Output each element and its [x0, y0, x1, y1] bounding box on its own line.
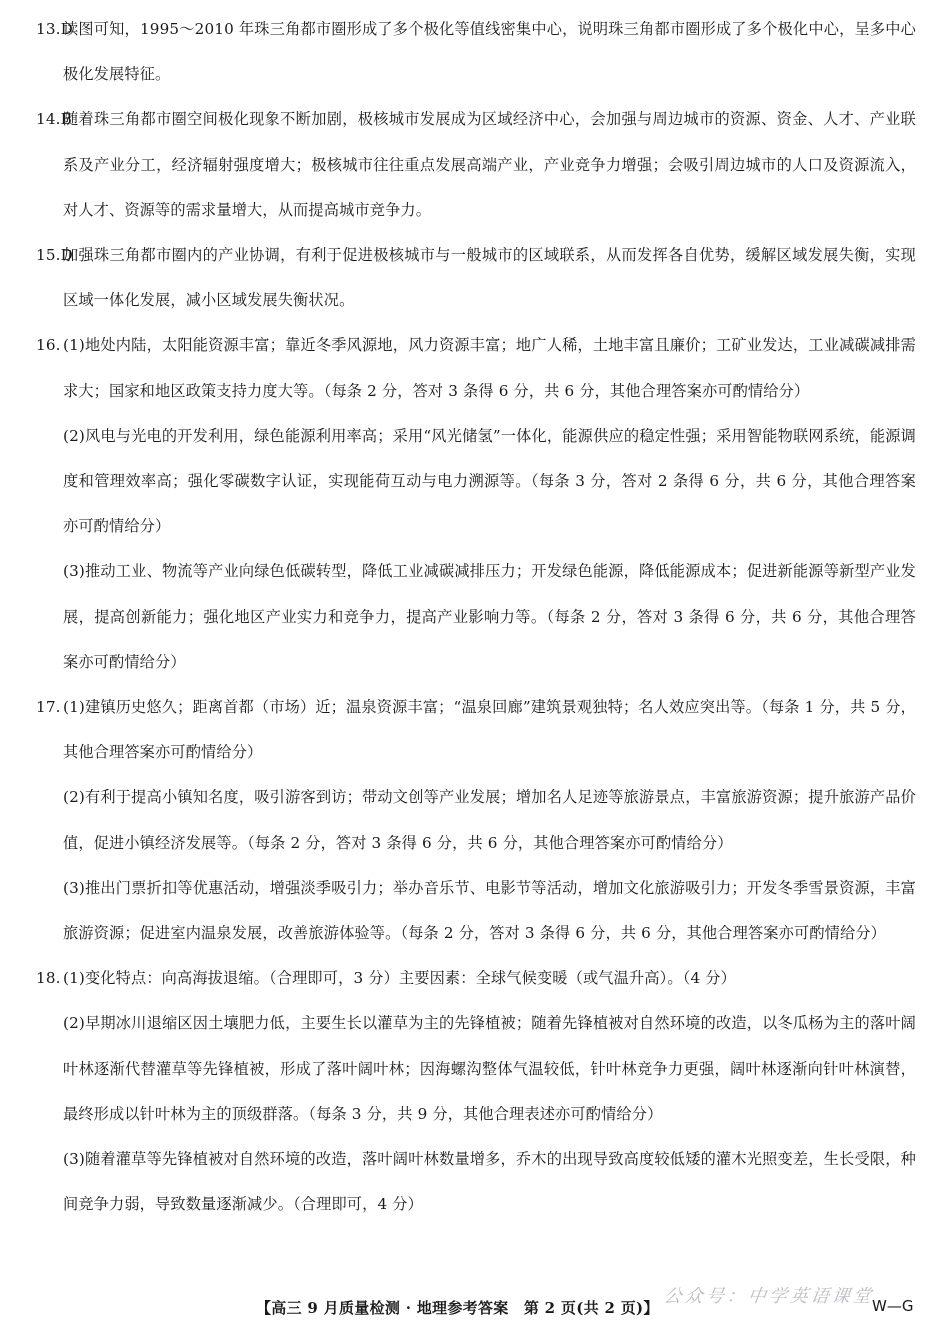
- answer-part-1: (1)地处内陆，太阳能资源丰富；靠近冬季风源地，风力资源丰富；地广人稀，土地丰富且廉价；工矿业发达，工业减碳减排需求大；国家和地区政策支持力度大等。（每条 2 分，答对 3 条得 6 分，共 6 分，其他合理答案亦可酌情给分）: [63, 336, 916, 400]
- answer-13: [36, 7, 916, 97]
- answer-17: [36, 685, 916, 956]
- answer-label: 16.: [36, 336, 61, 355]
- answer-label: 17.: [36, 698, 61, 717]
- answer-label: 18.: [36, 969, 61, 988]
- watermark: 公众号：中学英语课堂: [662, 1286, 876, 1307]
- answer-15: [36, 233, 916, 323]
- answer-part-2: (2)有利于提高小镇知名度，吸引游客到访；带动文创等产业发展；增加名人足迹等旅游景点，丰富旅游资源；提升旅游产品价值，促进小镇经济发展等。（每条 2 分，答对 3 条得 6 分，共 6 分，其他合理答案亦可酌情给分）: [63, 788, 916, 852]
- answer-part-1: (1)变化特点：向高海拔退缩。（合理即可，3 分）主要因素：全球气候变暖（或气温升高）。（4 分）: [63, 969, 736, 988]
- answer-text: 随着珠三角都市圈空间极化现象不断加剧，极核城市发展成为区域经济中心，会加强与周边城市的资源、资金、人才、产业联系及产业分工，经济辐射强度增大；极核城市往往重点发展高端产业，产业竞争力增强；会吸引周边城市的人口及资源流入，对人才、资源等的需求量增大，从而提高城市竞争力。: [63, 110, 916, 219]
- answer-text: 加强珠三角都市圈内的产业协调，有利于促进极核城市与一般城市的区域联系，从而发挥各自优势，缓解区域发展失衡，实现区域一体化发展，减小区域发展失衡状况。: [63, 246, 916, 310]
- answer-part-3: (3)推出门票折扣等优惠活动，增强淡季吸引力；举办音乐节、电影节等活动，增加文化旅游吸引力；开发冬季雪景资源，丰富旅游资源；促进室内温泉发展，改善旅游体验等。（每条 2 分，答对 3 条得 6 分，共 6 分，其他合理答案亦可酌情给分）: [63, 878, 916, 943]
- answer-part-2: (2)早期冰川退缩区因土壤肥力低，主要生长以灌草为主的先锋植被；随着先锋植被对自然环境的改造，以冬瓜杨为主的落叶阔叶林逐渐代替灌草等先锋植被，形成了落叶阔叶林；因海螺沟整体气温较低，针叶林竞争力更强，阔叶林逐渐向针叶林演替，最终形成以针叶林为主的顶级群落。（每条 3 分，共 9 分，其他合理表述亦可酌情给分）: [63, 1014, 916, 1123]
- answer-18: [36, 956, 916, 1227]
- answer-list: [36, 7, 916, 1227]
- footer-code: W—G: [872, 1297, 914, 1315]
- answer-label: 14.B: [36, 110, 72, 129]
- footer-title: 【高三 9 月质量检测 · 地理参考答案 第 2 页(共 2 页)】: [256, 1299, 659, 1317]
- page-footer: [0, 1287, 950, 1327]
- answer-text: 读图可知，1995～2010 年珠三角都市圈形成了多个极化等值线密集中心，说明珠三角都市圈形成了多个极化中心，呈多中心极化发展特征。: [63, 20, 916, 84]
- answer-16: [36, 323, 916, 685]
- answer-part-3: (3)推动工业、物流等产业向绿色低碳转型，降低工业减碳减排压力；开发绿色能源，降低能源成本；促进新能源等新型产业发展，提高创新能力；强化地区产业实力和竞争力，提高产业影响力等。（每条 2 分，答对 3 条得 6 分，共 6 分，其他合理答案亦可酌情给分）: [63, 562, 916, 671]
- answer-part-2: (2)风电与光电的开发利用，绿色能源利用率高；采用“风光储氢”一体化，能源供应的稳定性强；采用智能物联网系统，能源调度和管理效率高；强化零碳数字认证，实现能荷互动与电力溯源等。（每条 3 分，答对 2 条得 6 分，共 6 分，其他合理答案亦可酌情给分）: [63, 426, 916, 536]
- answer-part-1: (1)建镇历史悠久；距离首都（市场）近；温泉资源丰富；“温泉回廊”建筑景观独特；名人效应突出等。（每条 1 分，共 5 分，其他合理答案亦可酌情给分）: [63, 698, 916, 762]
- answer-label: 15.D: [36, 246, 73, 265]
- answer-14: [36, 97, 916, 233]
- answer-part-3: (3)随着灌草等先锋植被对自然环境的改造，落叶阔叶林数量增多，乔木的出现导致高度较低矮的灌木光照变差，生长受限，种间竞争力弱，导致数量逐渐减少。（合理即可，4 分）: [63, 1150, 916, 1214]
- answer-label: 13.D: [36, 20, 73, 38]
